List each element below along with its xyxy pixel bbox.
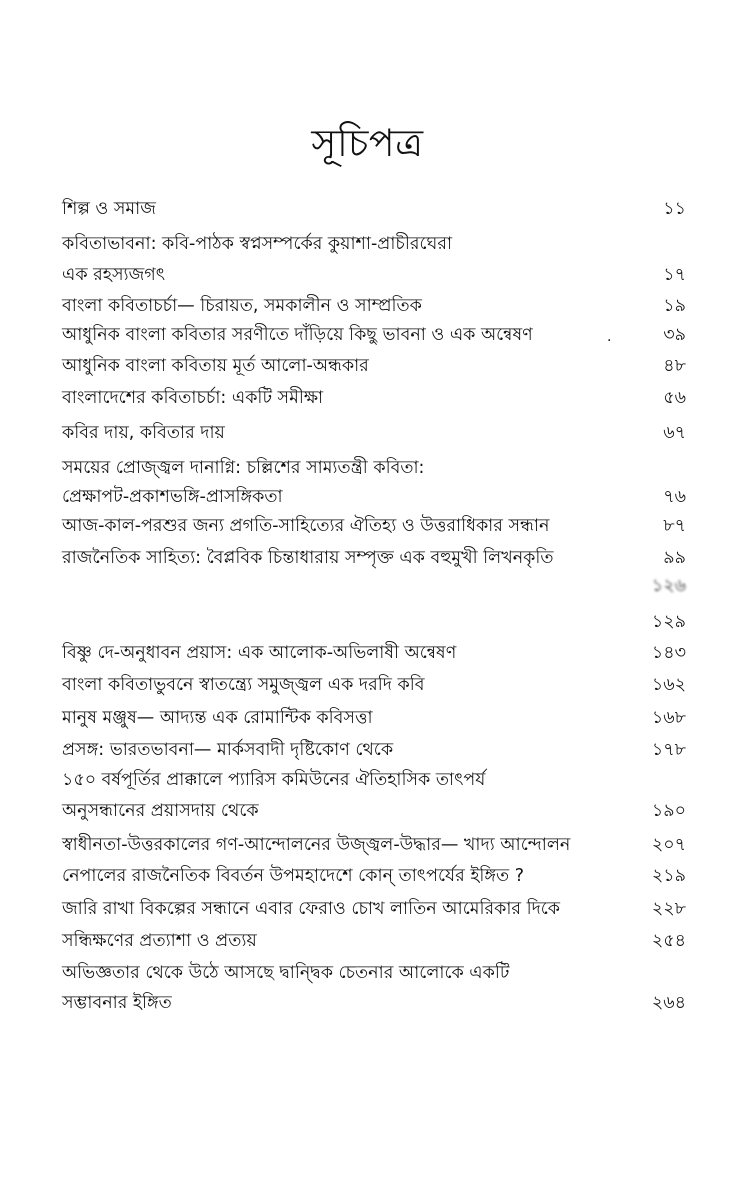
toc-entry-page: ২৫৪ bbox=[651, 931, 686, 951]
toc-entry-page: ২০৭ bbox=[651, 835, 686, 855]
toc-entry-page: ২২৮ bbox=[651, 899, 686, 919]
toc-entry-title: আজ-কাল-পরশুর জন্য প্রগতি-সাহিত্যের ঐতিহ্য ও উত্তরাধিকার সন্ধান bbox=[62, 516, 550, 536]
toc-entry-title: মানুষ মঞ্জুষ— আদ্যন্ত এক রোমান্টিক কবিসত্তা bbox=[62, 708, 373, 728]
toc-entry-page: ২১৯ bbox=[651, 866, 686, 886]
toc-entry-page: ৯৯ bbox=[663, 548, 686, 568]
toc-entry-page: ১৭ bbox=[663, 265, 686, 285]
toc-entry-page: ১৭৮ bbox=[651, 740, 686, 760]
toc-entry-title: বাংলা কবিতাভুবনে স্বাতন্ত্র্যে সমুজ্জ্বল এক দরদি কবি bbox=[62, 675, 425, 695]
toc-entry-title: কবিতাভাবনা: কবি-পাঠক স্বপ্নসম্পর্কের কুয়াশা-প্রাচীরঘেরা bbox=[62, 234, 453, 254]
toc-entry-title: সন্ধিক্ষণের প্রত্যাশা ও প্রত্যয় bbox=[62, 931, 257, 951]
toc-entry-title: এক রহস্যজগৎ bbox=[62, 265, 166, 285]
toc-entry-page: ১৯০ bbox=[651, 801, 686, 821]
toc-entry-page: ১৪৩ bbox=[651, 643, 686, 663]
toc-entry-title: রাজনৈতিক সাহিত্য: বৈপ্লবিক চিন্তাধারায় সম্পৃক্ত এক বহুমুখী লিখনকৃতি bbox=[62, 548, 554, 568]
toc-entry-page: ৫৬ bbox=[663, 388, 686, 408]
toc-entry-page: ১২৯ bbox=[651, 612, 686, 632]
toc-entry-page: ১৬২ bbox=[651, 675, 686, 695]
toc-entry-title: সম্ভাবনার ইঙ্গিত bbox=[62, 993, 172, 1013]
toc-entry-page: ২৬৪ bbox=[651, 993, 686, 1013]
toc-entry-title: সময়ের প্রোজ্জ্বল দানাগ্নি: চল্লিশের সাম্যতন্ত্রী কবিতা: bbox=[62, 458, 425, 478]
toc-entry-title: বিষ্ণু দে-অনুধাবন প্রয়াস: এক আলোক-অভিলাষী অন্বেষণ bbox=[62, 643, 457, 663]
toc-entry-title: জারি রাখা বিকল্পের সন্ধানে এবার ফেরাও চোখ লাতিন আমেরিকার দিকে bbox=[62, 899, 561, 919]
toc-entry-page: ১৯ bbox=[663, 296, 686, 316]
toc-entry-title: আধুনিক বাংলা কবিতায় মূর্ত আলো-অন্ধকার bbox=[62, 356, 369, 376]
toc-entry-title: বাংলা কবিতাচর্চা— চিরায়ত, সমকালীন ও সাম্প্রতিক bbox=[62, 296, 422, 316]
toc-entry-title: বাংলাদেশের কবিতাচর্চা: একটি সমীক্ষা bbox=[62, 388, 324, 408]
toc-entry-page: ৪৮ bbox=[663, 356, 686, 376]
stray-mark: . bbox=[607, 329, 612, 345]
toc-entry-title: কবির দায়, কবিতার দায় bbox=[62, 423, 225, 443]
toc-entry-title: স্বাধীনতা-উত্তরকালের গণ-আন্দোলনের উজ্জ্বল-উদ্ধার— খাদ্য আন্দোলন bbox=[62, 835, 571, 855]
toc-entry-page: ৭৬ bbox=[663, 487, 686, 507]
toc-entry-page: ১২৬ bbox=[651, 576, 686, 595]
toc-entry-page: ১৬৮ bbox=[651, 708, 686, 728]
toc-entry-title: ১৫০ বর্ষপূর্তির প্রাক্কালে প্যারিস কমিউনের ঐতিহাসিক তাৎপর্য bbox=[62, 770, 486, 790]
toc-entry-title: শিল্প ও সমাজ bbox=[62, 199, 156, 219]
toc-entry-title: প্রেক্ষাপট-প্রকাশভঙ্গি-প্রাসঙ্গিকতা bbox=[62, 487, 283, 507]
toc-entry-page: ৮৭ bbox=[663, 516, 686, 536]
toc-entry-page: ৬৭ bbox=[663, 423, 686, 443]
page-title: সূচিপত্র bbox=[311, 121, 424, 165]
toc-entry-title: অভিজ্ঞতার থেকে উঠে আসছে দ্বান্দ্বিক চেতনার আলোকে একটি bbox=[62, 963, 510, 983]
toc-entry-title: অনুসন্ধানের প্রয়াসদায় থেকে bbox=[62, 801, 259, 821]
toc-entry-title: প্রসঙ্গ: ভারতভাবনা— মার্কসবাদী দৃষ্টিকোণ থেকে bbox=[62, 740, 394, 760]
toc-entry-page: ৩৯ bbox=[663, 325, 686, 345]
toc-entry-page: ১১ bbox=[663, 199, 686, 219]
toc-entry-title: নেপালের রাজনৈতিক বিবর্তন উপমহাদেশে কোন্ তাৎপর্যের ইঙ্গিত ? bbox=[62, 866, 525, 886]
blurred-scan-line bbox=[50, 573, 690, 595]
toc-entry-title: আধুনিক বাংলা কবিতার সরণীতে দাঁড়িয়ে কিছু ভাবনা ও এক অন্বেষণ bbox=[62, 325, 533, 345]
